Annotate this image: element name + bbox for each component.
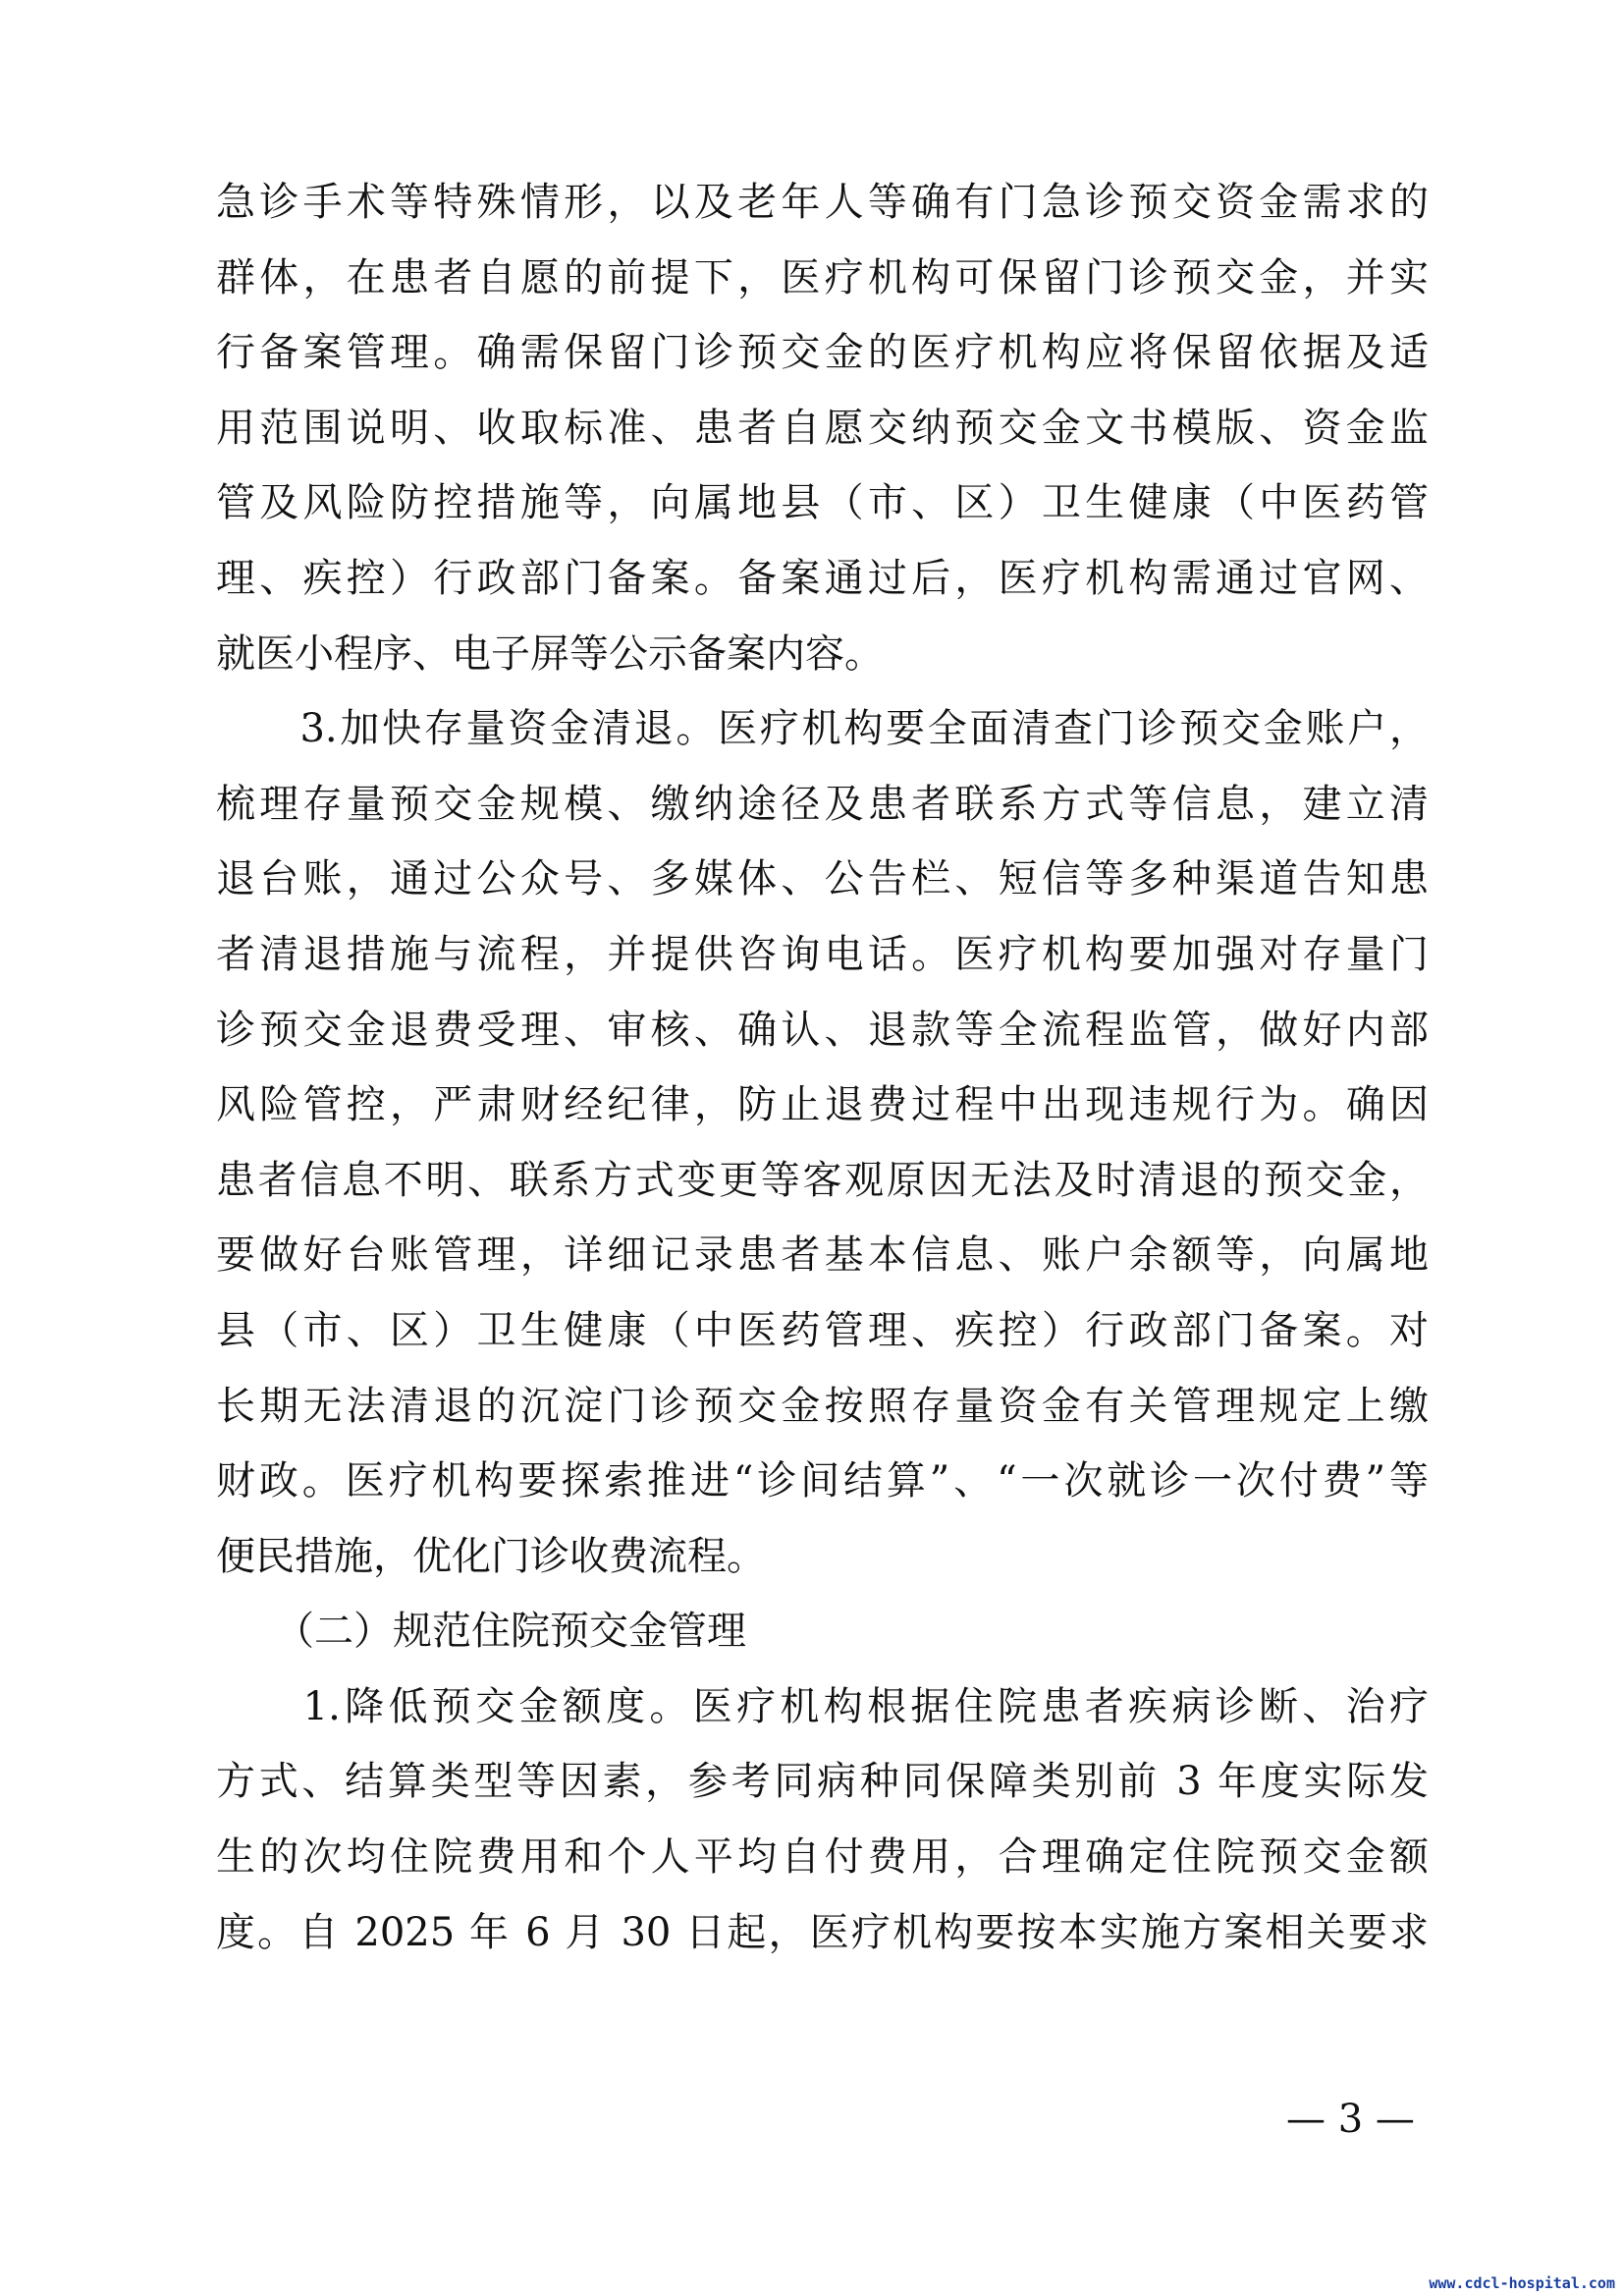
text-line: 者清退措施与流程，并提供咨询电话。医疗机构要加强对存量门 <box>216 931 1429 977</box>
text-line: 就医小程序、电子屏等公示备案内容。 <box>216 630 884 677</box>
text-line: 风险管控，严肃财经纪律，防止退费过程中出现违规行为。确因 <box>216 1082 1429 1128</box>
text-line: 3.加快存量资金清退。医疗机构要全面清查门诊预交金账户， <box>216 706 1429 752</box>
text-line: 管及风险防控措施等，向属地县（市、区）卫生健康（中医药管 <box>216 480 1429 526</box>
text-line: 财政。医疗机构要探索推进“诊间结算”、“一次就诊一次付费”等 <box>216 1458 1429 1504</box>
text-line: 县（市、区）卫生健康（中医药管理、疾控）行政部门备案。对 <box>216 1307 1429 1353</box>
text-line: 便民措施，优化门诊收费流程。 <box>216 1533 766 1579</box>
text-line: 急诊手术等特殊情形，以及老年人等确有门急诊预交资金需求的 <box>216 180 1429 225</box>
page-number: — 3 — <box>1286 2097 1415 2142</box>
site-watermark: www.cdcl-hospital.com <box>1429 2274 1615 2292</box>
text-line: 1.降低预交金额度。医疗机构根据住院患者疾病诊断、治疗 <box>216 1683 1429 1729</box>
text-line: （二）规范住院预交金管理 <box>216 1609 746 1655</box>
text-line: 退台账，通过公众号、多媒体、公告栏、短信等多种渠道告知患 <box>216 856 1429 902</box>
text-line: 生的次均住院费用和个人平均自付费用，合理确定住院预交金额 <box>216 1834 1429 1881</box>
text-line: 要做好台账管理，详细记录患者基本信息、账户余额等，向属地 <box>216 1232 1429 1279</box>
text-line: 方式、结算类型等因素，参考同病种同保障类别前 3 年度实际发 <box>216 1759 1429 1805</box>
text-line: 诊预交金退费受理、审核、确认、退款等全流程监管，做好内部 <box>216 1007 1429 1053</box>
body-text <box>216 165 1429 1970</box>
text-line: 长期无法清退的沉淀门诊预交金按照存量资金有关管理规定上缴 <box>216 1383 1429 1429</box>
text-line: 理、疾控）行政部门备案。备案通过后，医疗机构需通过官网、 <box>216 555 1429 601</box>
text-line: 行备案管理。确需保留门诊预交金的医疗机构应将保留依据及适 <box>216 330 1429 376</box>
text-line: 度。自 2025 年 6 月 30 日起，医疗机构要按本实施方案相关要求 <box>216 1909 1429 1955</box>
text-line: 群体，在患者自愿的前提下，医疗机构可保留门诊预交金，并实 <box>216 254 1429 301</box>
text-line: 梳理存量预交金规模、缴纳途径及患者联系方式等信息，建立清 <box>216 781 1429 827</box>
text-line: 患者信息不明、联系方式变更等客观原因无法及时清退的预交金， <box>216 1157 1429 1203</box>
text-line: 用范围说明、收取标准、患者自愿交纳预交金文书模版、资金监 <box>216 405 1429 451</box>
